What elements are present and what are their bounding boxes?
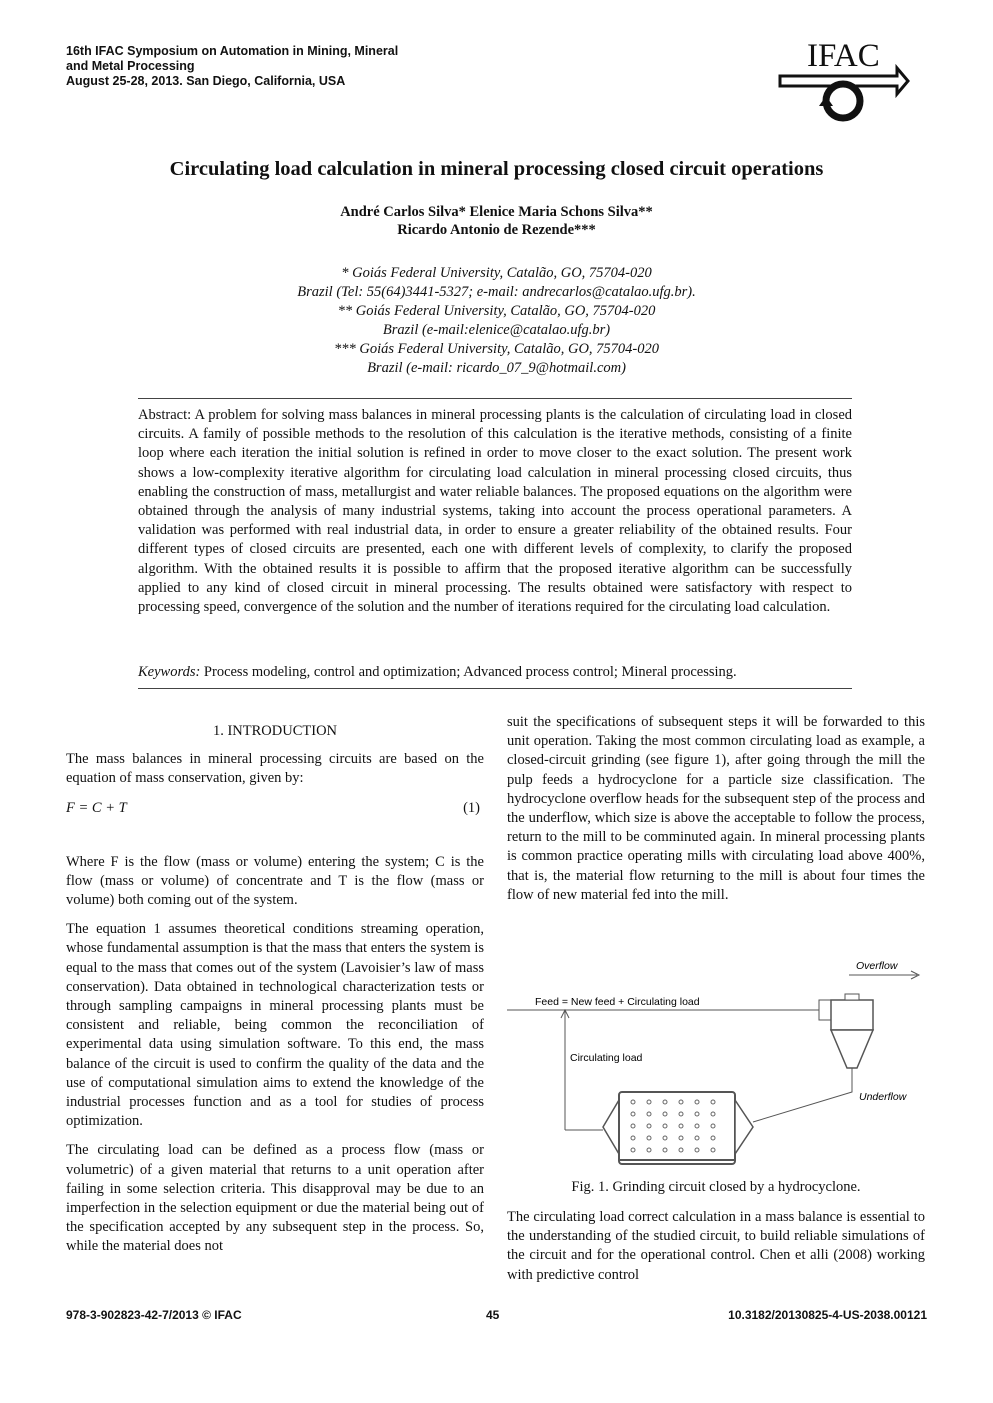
authors-line-1: André Carlos Silva* Elenice Maria Schons Silva** bbox=[340, 204, 653, 220]
paragraph: suit the specifications of subsequent steps it will be forwarded to this unit operation. Taking the most common circulating load as example, a closed-circuit grinding (see figure 1), after going through the mill the pulp feeds a hydrocyclone for a particle size classification. The hydrocyclone overflow heads for the subsequent step of the process and the underflow, which size is above the acceptable to follow the process, return to the mill to be comminuted again. In mineral processing plants is common practice operating mills with circulating load above 400%, that is, the material flow returning to the mill is about four times the flow of new material fed into the mill. bbox=[507, 714, 925, 903]
affiliation-line: Brazil (Tel: 55(64)3441-5327; e-mail: andrecarlos@catalao.ufg.br). bbox=[297, 284, 696, 300]
paragraph: The equation 1 assumes theoretical conditions streaming operation, whose fundamental assumption is that the mass that enters the system is equal to the mass that comes out of the system (Lavoisier’s law of mass conservation). Data obtained in technological characterization tests or through sampling campaigns in mineral processing plants must be consistent and reliable, being common the reconciliation of experimental data using simulation software. To this end, the mass balance of the circuit is used to confirm the quality of the data and the use of computational simulation aims to extend the knowledge of the industrial processes function and as a tool for studies of process optimization. bbox=[66, 921, 484, 1130]
authors bbox=[100, 203, 893, 239]
footer-isbn: 978-3-902823-42-7/2013 © IFAC bbox=[66, 1308, 242, 1322]
conference-header bbox=[66, 44, 398, 89]
figure-1 bbox=[507, 952, 927, 1177]
circulating-load-label: Circulating load bbox=[570, 1052, 643, 1064]
affiliation-line: Brazil (e-mail: ricardo_07_9@hotmail.com) bbox=[367, 360, 626, 376]
equation bbox=[66, 799, 484, 821]
paragraph: Where F is the flow (mass or volume) entering the system; C is the flow (mass or volume) of concentrate and T is the flow (mass or volume) both coming out of the system. bbox=[66, 853, 484, 909]
abstract: Abstract: A problem for solving mass balances in mineral processing plants is the calculation of circulating load in closed circuits. A family of possible methods to the resolution of this calculation is the iterative methods, consisting of a finite loop where each iteration the initial solution is refined in order to move closer to the exact solution. The present work shows a low-complexity iterative algorithm for circulating load calculation in mineral processing closed circuits, thus enabling the construction of mass, metallurgist and water reliable balances. The proposed equations on the algorithm were obtained through the analysis of many industrial systems, taking into account the process operational parameters. A validation was performed with real industrial data, in order to ensure a greater reliability of the obtained results. Four different types of closed circuits are presented, each one with different levels of complexity, to clarify the proposed algorithm. With the obtained results it is possible to affirm that the proposed iterative algorithm can be successfully applied to any kind of closed circuit in mineral processing. The results obtained were satisfactory with respect to processing speed, convergence of the solution and the number of iterations required for the circulating load calculation. bbox=[138, 407, 852, 616]
keywords-text: Process modeling, control and optimization; Advanced process control; Mineral processing. bbox=[200, 664, 737, 680]
section-heading: 1. INTRODUCTION bbox=[212, 723, 338, 739]
ifac-logo bbox=[775, 36, 915, 126]
keywords bbox=[138, 663, 852, 682]
affiliation-line: ** Goiás Federal University, Catalão, GO, 75704-020 bbox=[337, 303, 656, 319]
right-column-top bbox=[507, 713, 925, 915]
paragraph: The mass balances in mineral processing circuits are based on the equation of mass conservation, given by: bbox=[66, 751, 484, 787]
abstract-bottom-rule bbox=[138, 688, 852, 689]
logo-text: IFAC bbox=[807, 38, 880, 74]
affiliation-line: * Goiás Federal University, Catalão, GO, 75704-020 bbox=[341, 265, 652, 281]
authors-line-2: Ricardo Antonio de Rezende*** bbox=[397, 222, 596, 238]
affiliation-line: *** Goiás Federal University, Catalão, GO, 75704-020 bbox=[333, 341, 660, 357]
keywords-label: Keywords: bbox=[138, 664, 201, 680]
overflow-label: Overflow bbox=[856, 960, 898, 972]
paragraph: The circulating load can be defined as a process flow (mass or volumetric) of a given material that returns to a unit operation after failing in some selection criteria. This disapproval may be due to an imperfection in the selection equipment or due the material being out of the specification accepted by any subsequent step in the process. So, while the material does not bbox=[66, 1142, 484, 1255]
affiliations bbox=[100, 264, 893, 378]
feed-label: Feed = New feed + Circulating load bbox=[535, 996, 700, 1008]
page-number: 45 bbox=[486, 1308, 500, 1322]
underflow-label: Underflow bbox=[859, 1091, 907, 1103]
conference-line-3: August 25-28, 2013. San Diego, California, USA bbox=[66, 74, 346, 88]
abstract-top-rule bbox=[138, 398, 852, 399]
figure-caption: Fig. 1. Grinding circuit closed by a hydrocyclone. bbox=[571, 1179, 861, 1195]
conference-line-2: and Metal Processing bbox=[66, 59, 195, 73]
paragraph: The circulating load correct calculation in a mass balance is essential to the understanding of the studied circuit, to build reliable simulations of the circuit and for the operational control. Chen et alli (2008) working with predictive control bbox=[507, 1209, 925, 1283]
affiliation-line: Brazil (e-mail:elenice@catalao.ufg.br) bbox=[382, 322, 611, 338]
paper-title: Circulating load calculation in mineral processing closed circuit operations bbox=[169, 158, 824, 180]
left-column bbox=[66, 722, 484, 1267]
footer-doi: 10.3182/20130825-4-US-2038.00121 bbox=[728, 1308, 927, 1322]
equation-number: (1) bbox=[463, 799, 480, 816]
conference-line-1: 16th IFAC Symposium on Automation in Mining, Mineral bbox=[66, 44, 399, 58]
equation-body: F = C + T bbox=[66, 799, 127, 816]
right-column-bottom bbox=[507, 1208, 925, 1295]
